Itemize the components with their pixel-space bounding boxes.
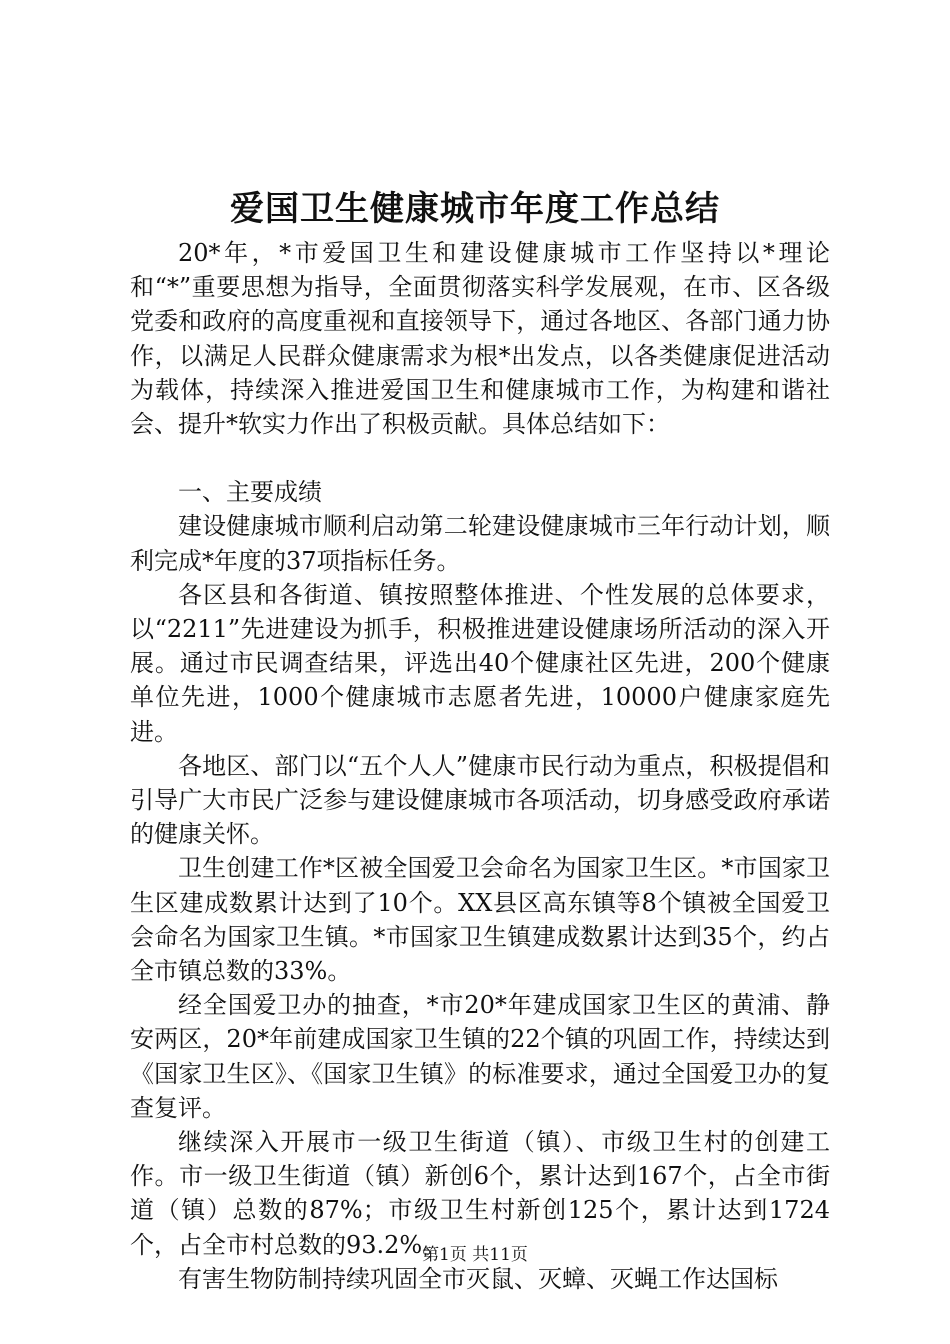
section-heading: 一、主要成绩 [178,478,322,507]
paragraph-2: 各区县和各街道、镇按照整体推进、个性发展的总体要求，以“2211”先进建设为抓手，积极推进建设健康场所活动的深入开展。通过市民调查结果，评选出40个健康社区先进，200个健康单位先进，1000个健康城市志愿者先进，10000户健康家庭先进。 [130,580,830,746]
paragraph-5: 经全国爱卫办的抽查，*市20*年建成国家卫生区的黄浦、静安两区，20*年前建成国家卫生镇的22个镇的巩固工作，持续达到《国家卫生区》、《国家卫生镇》的标准要求，通过全国爱卫办的复查复评。 [130,991,830,1122]
document-body [130,236,830,1296]
blank-line [130,441,830,475]
paragraph-7: 有害生物防制持续巩固全市灭鼠、灭蟑、灭蝇工作达国标 [178,1264,778,1293]
page-number-footer: 第1页 共11页 [422,1245,528,1265]
paragraph-6: 继续深入开展市一级卫生街道（镇）、市级卫生村的创建工作。市一级卫生街道（镇）新创6个，累计达到167个，占全市街道（镇）总数的87%；市级卫生村新创125个，累计达到1724个，占全市村总数的93.2%。 [130,1128,830,1259]
paragraph-3: 各地区、部门以“五个人人”健康市民行动为重点，积极提倡和引导广大市民广泛参与建设健康城市各项活动，切身感受政府承诺的健康关怀。 [130,751,830,849]
paragraph-1: 建设健康城市顺利启动第二轮建设健康城市三年行动计划，顺利完成*年度的37项指标任务。 [130,512,830,575]
document-title: 爱国卫生健康城市年度工作总结 [230,189,720,229]
intro-paragraph: 20*年，*市爱国卫生和建设健康城市工作坚持以*理论和“*”重要思想为指导，全面贯彻落实科学发展观，在市、区各级党委和政府的高度重视和直接领导下，通过各地区、各部门通力协作，以满足人民群众健康需求为根*出发点，以各类健康促进活动为载体，持续深入推进爱国卫生和健康城市工作，为构建和谐社会、提升*软实力作出了积极贡献。具体总结如下： [130,239,830,439]
paragraph-4: 卫生创建工作*区被全国爱卫会命名为国家卫生区。*市国家卫生区建成数累计达到了10个。XX县区高东镇等8个镇被全国爱卫会命名为国家卫生镇。*市国家卫生镇建成数累计达到35个，约占全市镇总数的33%。 [130,854,830,986]
